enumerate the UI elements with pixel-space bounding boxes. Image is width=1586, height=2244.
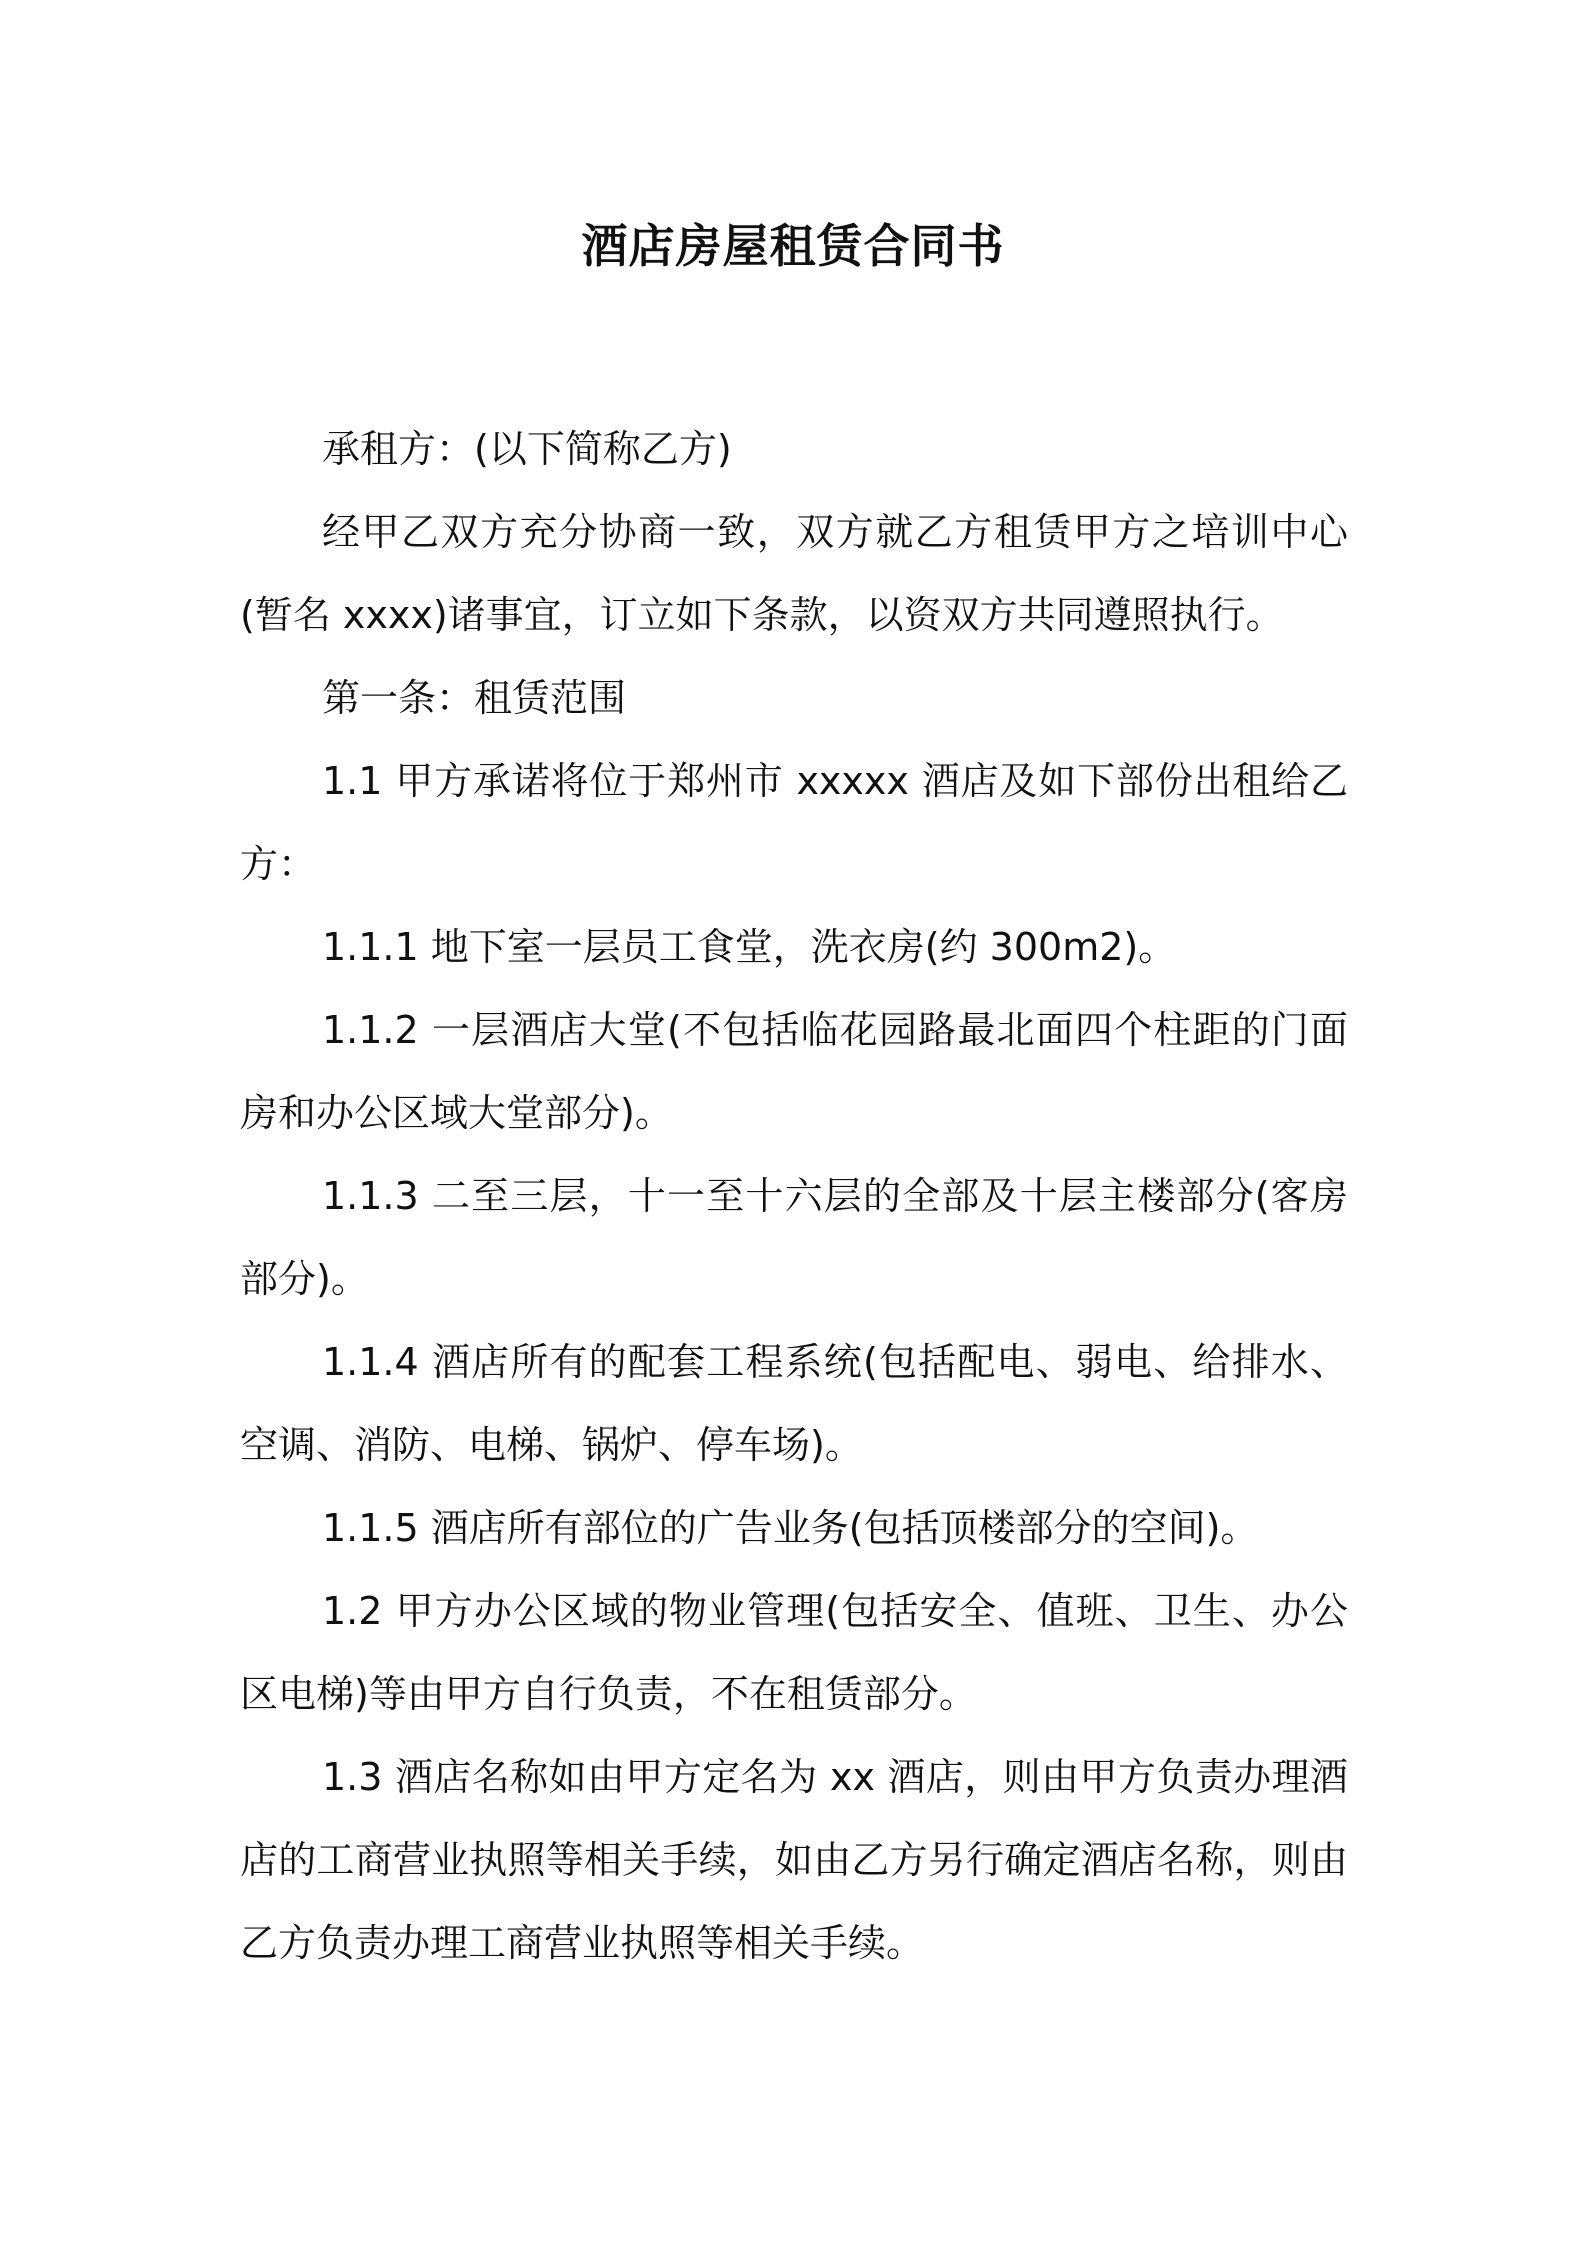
document-body xyxy=(240,408,1348,1985)
paragraph-clause-1-3: 1.3 酒店名称如由甲方定名为 xx 酒店，则由甲方负责办理酒店的工商营业执照等相关手续，如由乙方另行确定酒店名称，则由乙方负责办理工商营业执照等相关手续。 xyxy=(240,1755,1348,1965)
paragraph-clause-1-1-2: 1.1.2 一层酒店大堂(不包括临花园路最北面四个柱距的门面房和办公区域大堂部分)。 xyxy=(240,1008,1348,1135)
paragraph-clause-1-1: 1.1 甲方承诺将位于郑州市 xxxxx 酒店及如下部份出租给乙方： xyxy=(240,759,1348,886)
paragraph-clause-1-1-4: 1.1.4 酒店所有的配套工程系统(包括配电、弱电、给排水、空调、消防、电梯、锅炉、停车场)。 xyxy=(240,1340,1348,1467)
paragraph-clause-1-1-3: 1.1.3 二至三层，十一至十六层的全部及十层主楼部分(客房部分)。 xyxy=(240,1174,1348,1301)
document-title: 酒店房屋租赁合同书 xyxy=(581,219,1005,273)
paragraph-lessee: 承租方：(以下简称乙方) xyxy=(322,427,732,471)
paragraph-clause-1-2: 1.2 甲方办公区域的物业管理(包括安全、值班、卫生、办公区电梯)等由甲方自行负责，不在租赁部分。 xyxy=(240,1589,1348,1716)
paragraph-agreement: 经甲乙双方充分协商一致，双方就乙方租赁甲方之培训中心(暂名 xxxx)诸事宜，订立如下条款，以资双方共同遵照执行。 xyxy=(240,510,1348,637)
paragraph-clause-1-1-5: 1.1.5 酒店所有部位的广告业务(包括顶楼部分的空间)。 xyxy=(322,1506,1259,1550)
paragraph-clause-1-1-1: 1.1.1 地下室一层员工食堂，洗衣房(约 300m2)。 xyxy=(322,925,1177,969)
paragraph-article-1-heading: 第一条：租赁范围 xyxy=(322,676,627,720)
